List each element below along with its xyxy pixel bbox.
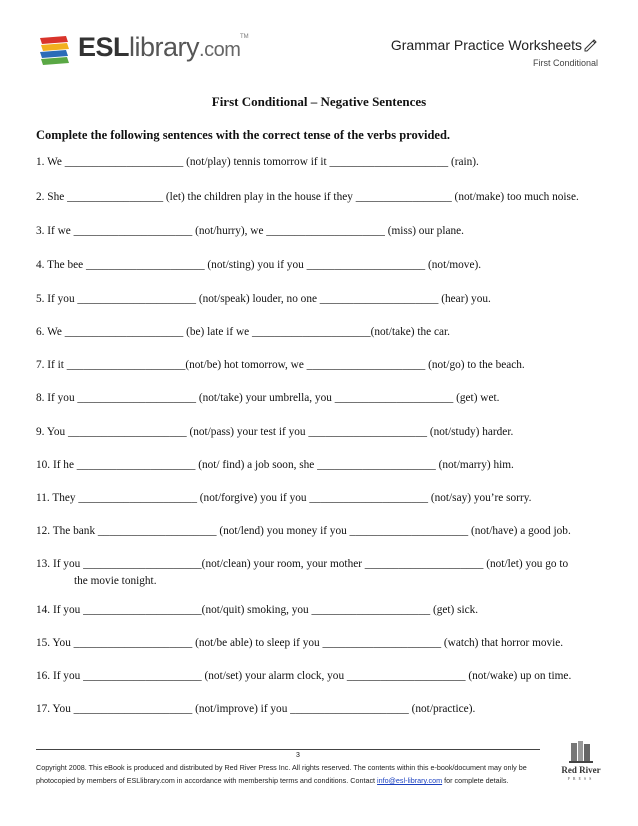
contact-email-link[interactable]: info@esl-library.com xyxy=(377,776,443,785)
exercise-item: 3. If we _____________________ (not/hurry), we _____________________ (miss) our plane. xyxy=(36,225,464,237)
exercise-item: 14. If you _____________________(not/quit) smoking, you _____________________ (get) sick. xyxy=(36,604,479,616)
worksheet-heading xyxy=(391,37,598,68)
exercise-item: 2. She _________________ (let) the children play in the house if they _________________ (not/make) too much noise. xyxy=(36,191,579,203)
page-number: 3 xyxy=(296,752,300,759)
exercise-item: 11. They _____________________ (not/forgive) you if you _____________________ (not/say) you’re sorry. xyxy=(36,492,532,504)
exercise-item: 9. You _____________________ (not/pass) your test if you _____________________ (not/study) harder. xyxy=(36,426,514,438)
logo-wordmark: ESLlibrary.com xyxy=(78,32,241,62)
publisher-name: Red River xyxy=(561,765,601,775)
page-header xyxy=(0,0,638,90)
publisher-press: PRESS xyxy=(567,776,595,781)
books-logo-icon xyxy=(38,34,72,66)
esl-library-logo xyxy=(38,30,268,70)
trademark-mark: TM xyxy=(240,34,249,40)
exercise-item: 15. You _____________________ (not/be able) to sleep if you _____________________ (watch) that horror movie. xyxy=(36,637,564,649)
exercise-item: 13. If you _____________________(not/clean) your room, your mother _____________________ (not/let) you go to the movie tonight. xyxy=(36,556,606,590)
exercise-item: 4. The bee _____________________ (not/sting) you if you _____________________ (not/move). xyxy=(36,259,482,271)
books-stack-icon xyxy=(568,740,594,764)
exercise-item: 7. If it _____________________(not/be) hot tomorrow, we _____________________ (not/go) to the beach. xyxy=(36,359,525,371)
footer-divider xyxy=(36,749,540,750)
exercise-item: 16. If you _____________________ (not/set) your alarm clock, you _____________________ (not/wake) up on time. xyxy=(36,670,572,682)
exercise-item: 5. If you _____________________ (not/speak) louder, no one _____________________ (hear) you. xyxy=(36,293,491,305)
exercise-item: 6. We _____________________ (be) late if we _____________________(not/take) the car. xyxy=(36,326,450,338)
worksheet-title: Grammar Practice Worksheets xyxy=(391,37,598,53)
exercise-item: 8. If you _____________________ (not/take) your umbrella, you _____________________ (get) wet. xyxy=(36,392,500,404)
exercise-item-continuation: the movie tonight. xyxy=(74,575,157,587)
exercise-item: 17. You _____________________ (not/improve) if you _____________________ (not/practice). xyxy=(36,703,476,715)
exercise-item: 10. If he _____________________ (not/ find) a job soon, she _____________________ (not/marry) him. xyxy=(36,459,514,471)
copyright-notice: Copyright 2008. This eBook is produced and distributed by Red River Press Inc. All rights reserved. The contents within this e-book/document may only be photocopied by members of ESLlibrary.com in accordance with membership terms and conditions. Contact info@esl-library.com for complete details. xyxy=(36,763,527,785)
worksheet-subtitle: First Conditional xyxy=(532,58,598,68)
page-title: First Conditional – Negative Sentences xyxy=(211,94,427,109)
red-river-press-logo xyxy=(556,740,606,800)
pencil-icon xyxy=(584,38,598,52)
exercise-item: 1. We _____________________ (not/play) tennis tomorrow if it _____________________ (rain). xyxy=(36,156,479,168)
instructions: Complete the following sentences with the correct tense of the verbs provided. xyxy=(36,128,451,142)
exercise-item: 12. The bank _____________________ (not/lend) you money if you _____________________ (not/have) a good job. xyxy=(36,525,571,537)
